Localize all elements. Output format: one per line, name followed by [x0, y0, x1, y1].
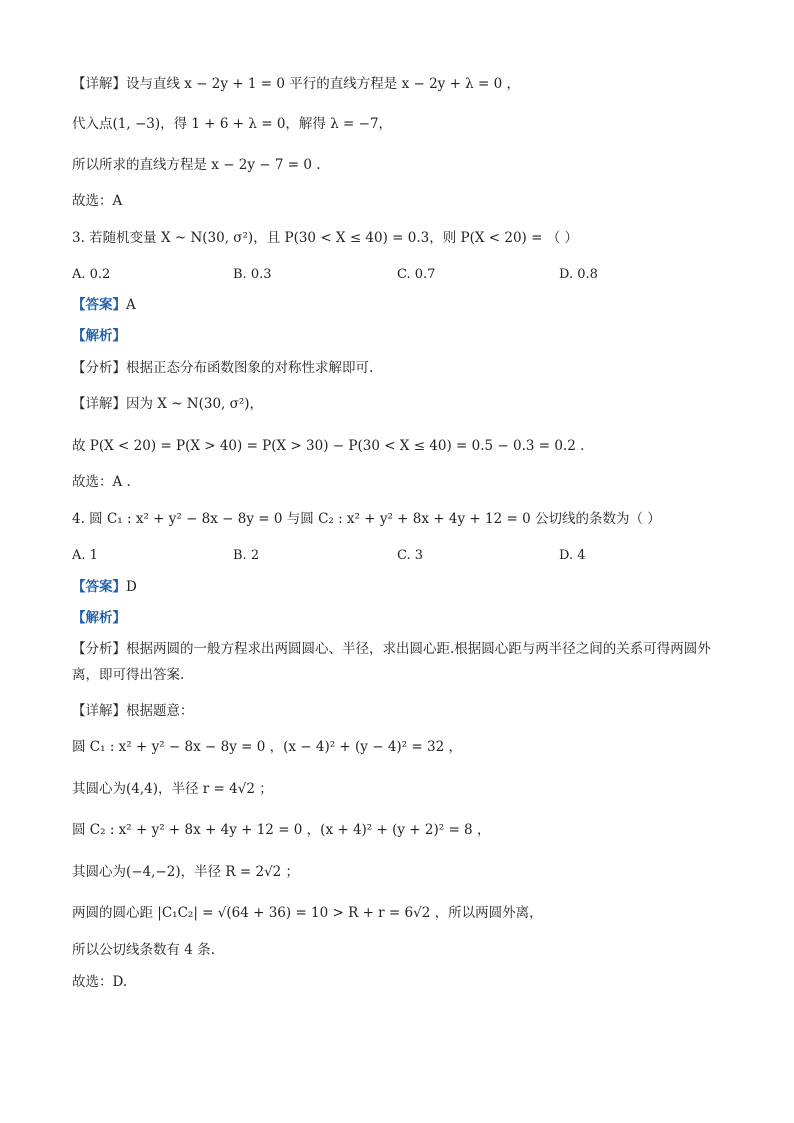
- q4-choose: 故选：D.: [72, 974, 128, 990]
- q2-substitution: 代入点(1, −3)，得 1 + 6 + λ = 0，解得 λ = −7，: [72, 116, 393, 132]
- q4-count: 所以公切线条数有 4 条.: [72, 942, 215, 958]
- q4-option-c: C. 3: [397, 548, 424, 563]
- q4-answer-tag: 【答案】: [72, 579, 126, 595]
- q3-option-c: C. 0.7: [397, 267, 436, 282]
- q4-circle1-center: 其圆心为(4,4)，半径 r = 4√2 ；: [72, 781, 273, 797]
- q4-circle2-center: 其圆心为(−4,−2)，半径 R = 2√2 ；: [72, 864, 300, 880]
- q4-analysis-tag: 【解析】: [72, 610, 126, 626]
- q4-stem: 4. 圆 C₁ : x² + y² − 8x − 8y = 0 与圆 C₂ : x² + y² + 8x + 4y + 12 = 0 公切线的条数为（ ）: [72, 511, 661, 527]
- q4-answer: [72, 577, 734, 597]
- q3-calculation: 故 P(X < 20) = P(X > 40) = P(X > 30) − P(30 < X ≤ 40) = 0.5 − 0.3 = 0.2 .: [72, 438, 585, 454]
- q4-option-d: D. 4: [559, 548, 586, 563]
- q2-result: 所以所求的直线方程是 x − 2y − 7 = 0 .: [72, 157, 321, 173]
- q4-fenxi: 【分析】根据两圆的一般方程求出两圆圆心、半径，求出圆心距.根据圆心距与两半径之间的关系可得两圆外离，即可得出答案.: [72, 641, 711, 683]
- q4-detail: 【详解】根据题意：: [72, 703, 194, 719]
- q4-distance: 两圆的圆心距 |C₁C₂| = √(64 + 36) = 10 > R + r = 6√2 ，所以两圆外离，: [72, 905, 543, 921]
- q3-stem: 3. 若随机变量 X ~ N(30, σ²)，且 P(30 < X ≤ 40) = 0.3，则 P(X < 20) = （ ）: [72, 230, 579, 246]
- q4-option-b: B. 2: [233, 548, 260, 563]
- q3-fenxi: 【分析】根据正态分布函数图象的对称性求解即可.: [72, 360, 374, 376]
- q2-detail: 【详解】设与直线 x − 2y + 1 = 0 平行的直线方程是 x − 2y + λ = 0 ，: [72, 76, 521, 92]
- q3-answer-value: A: [126, 297, 136, 313]
- q3-option-a: A. 0.2: [72, 267, 111, 282]
- q3-answer-tag: 【答案】: [72, 297, 126, 313]
- q4-circle1: 圆 C₁ : x² + y² − 8x − 8y = 0 ，(x − 4)² + (y − 4)² = 32 ，: [72, 739, 462, 755]
- q3-detail: 【详解】因为 X ~ N(30, σ²)，: [72, 396, 264, 412]
- q3-choose: 故选：A .: [72, 474, 131, 490]
- q4-answer-value: D: [126, 579, 137, 595]
- q3-answer: [72, 295, 734, 315]
- q3-analysis-tag: 【解析】: [72, 328, 126, 344]
- q4-circle2: 圆 C₂ : x² + y² + 8x + 4y + 12 = 0 ，(x + 4)² + (y + 2)² = 8 ，: [72, 822, 491, 838]
- q4-option-a: A. 1: [72, 548, 98, 563]
- q2-choose: 故选：A: [72, 193, 123, 209]
- q3-option-d: D. 0.8: [559, 267, 598, 282]
- q3-option-b: B. 0.3: [233, 267, 272, 282]
